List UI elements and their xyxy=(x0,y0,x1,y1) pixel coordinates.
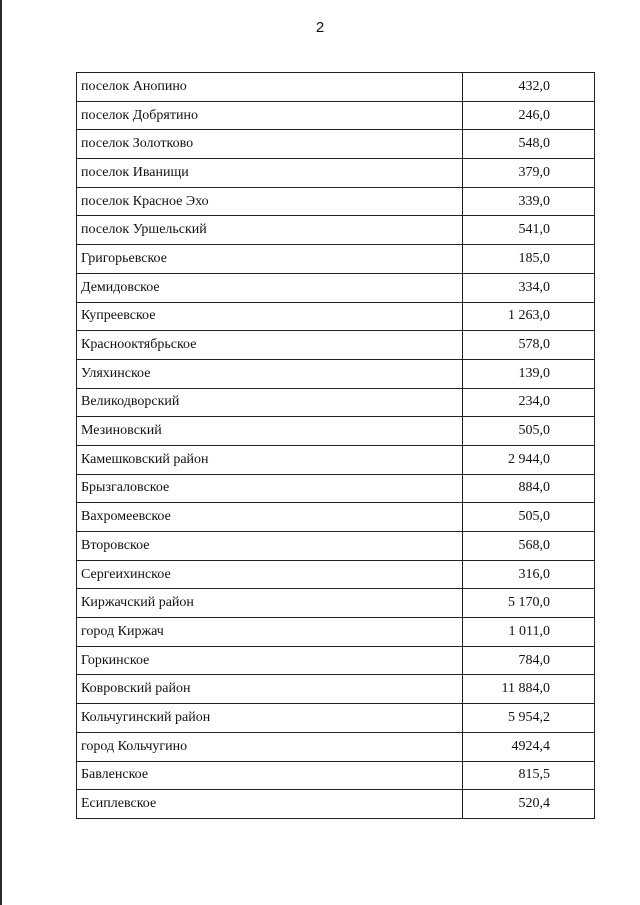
table-row xyxy=(77,589,595,618)
municipality-name-cell: Купреевское xyxy=(77,302,463,331)
amount-cell: 578,0 xyxy=(463,331,595,360)
table-row xyxy=(77,331,595,360)
amount-cell: 139,0 xyxy=(463,359,595,388)
amount-cell: 548,0 xyxy=(463,130,595,159)
table-row xyxy=(77,675,595,704)
municipality-name-cell: Уляхинское xyxy=(77,359,463,388)
municipality-name-cell: Киржачский район xyxy=(77,589,463,618)
amount-cell: 2 944,0 xyxy=(463,445,595,474)
amount-cell: 379,0 xyxy=(463,159,595,188)
table-row xyxy=(77,359,595,388)
municipality-name-cell: Вахромеевское xyxy=(77,503,463,532)
municipality-name-cell: Есиплевское xyxy=(77,790,463,819)
amount-cell: 884,0 xyxy=(463,474,595,503)
amount-cell: 234,0 xyxy=(463,388,595,417)
amount-cell: 4924,4 xyxy=(463,732,595,761)
table-row xyxy=(77,503,595,532)
municipality-name-cell: Горкинское xyxy=(77,646,463,675)
table-row xyxy=(77,73,595,102)
table-row xyxy=(77,704,595,733)
table-row xyxy=(77,732,595,761)
table-row xyxy=(77,245,595,274)
amount-cell: 505,0 xyxy=(463,417,595,446)
table-row xyxy=(77,388,595,417)
table-row xyxy=(77,761,595,790)
amount-cell: 815,5 xyxy=(463,761,595,790)
amount-cell: 520,4 xyxy=(463,790,595,819)
municipality-name-cell: поселок Анопино xyxy=(77,73,463,102)
table-row xyxy=(77,273,595,302)
allocation-table xyxy=(76,72,595,819)
amount-cell: 334,0 xyxy=(463,273,595,302)
municipality-name-cell: город Киржач xyxy=(77,618,463,647)
municipality-name-cell: Григорьевское xyxy=(77,245,463,274)
table-row xyxy=(77,646,595,675)
municipality-name-cell: поселок Красное Эхо xyxy=(77,187,463,216)
amount-cell: 505,0 xyxy=(463,503,595,532)
municipality-name-cell: поселок Уршельский xyxy=(77,216,463,245)
table-row xyxy=(77,101,595,130)
table-row xyxy=(77,474,595,503)
amount-cell: 541,0 xyxy=(463,216,595,245)
amount-cell: 185,0 xyxy=(463,245,595,274)
scan-left-edge xyxy=(0,0,2,905)
table-row xyxy=(77,532,595,561)
municipality-name-cell: Демидовское xyxy=(77,273,463,302)
table-row xyxy=(77,618,595,647)
table-row xyxy=(77,790,595,819)
amount-cell: 568,0 xyxy=(463,532,595,561)
municipality-name-cell: город Кольчугино xyxy=(77,732,463,761)
amount-cell: 5 170,0 xyxy=(463,589,595,618)
table-body xyxy=(77,73,595,819)
municipality-name-cell: поселок Золотково xyxy=(77,130,463,159)
amount-cell: 11 884,0 xyxy=(463,675,595,704)
page-number: 2 xyxy=(315,19,325,36)
municipality-name-cell: Камешковский район xyxy=(77,445,463,474)
municipality-name-cell: поселок Добрятино xyxy=(77,101,463,130)
amount-cell: 316,0 xyxy=(463,560,595,589)
municipality-name-cell: поселок Иванищи xyxy=(77,159,463,188)
amount-cell: 784,0 xyxy=(463,646,595,675)
municipality-name-cell: Мезиновский xyxy=(77,417,463,446)
amount-cell: 5 954,2 xyxy=(463,704,595,733)
amount-cell: 339,0 xyxy=(463,187,595,216)
amount-cell: 1 263,0 xyxy=(463,302,595,331)
table-row xyxy=(77,159,595,188)
table-row xyxy=(77,187,595,216)
table-row xyxy=(77,560,595,589)
table-row xyxy=(77,445,595,474)
municipality-name-cell: Брызгаловское xyxy=(77,474,463,503)
table-row xyxy=(77,302,595,331)
municipality-name-cell: Кольчугинский район xyxy=(77,704,463,733)
municipality-name-cell: Бавленское xyxy=(77,761,463,790)
municipality-name-cell: Великодворский xyxy=(77,388,463,417)
municipality-name-cell: Второвское xyxy=(77,532,463,561)
table-row xyxy=(77,417,595,446)
amount-cell: 1 011,0 xyxy=(463,618,595,647)
municipality-name-cell: Краснооктябрьское xyxy=(77,331,463,360)
amount-cell: 246,0 xyxy=(463,101,595,130)
municipality-name-cell: Ковровский район xyxy=(77,675,463,704)
table-row xyxy=(77,216,595,245)
municipality-name-cell: Сергеихинское xyxy=(77,560,463,589)
amount-cell: 432,0 xyxy=(463,73,595,102)
table-row xyxy=(77,130,595,159)
